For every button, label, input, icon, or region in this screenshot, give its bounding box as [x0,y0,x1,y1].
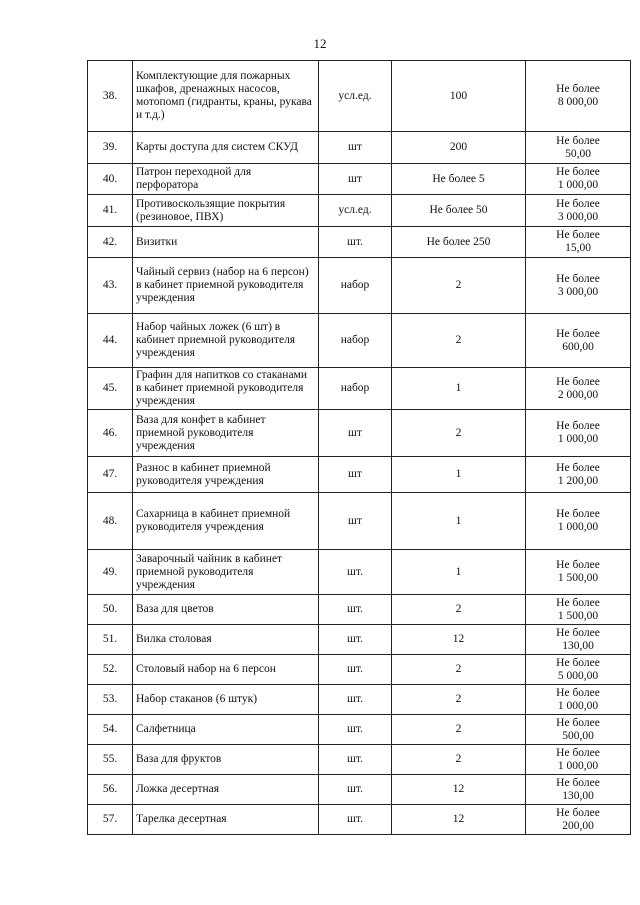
item-name: Графин для напитков со стаканами в кабинет приемной руководителя учреждения [133,368,319,410]
item-name: Тарелка десертная [133,805,319,835]
quantity: 2 [392,715,526,745]
item-name: Столовый набор на 6 персон [133,655,319,685]
unit: шт. [319,227,392,258]
unit: шт. [319,685,392,715]
price-value: 1 000,00 [557,759,599,772]
row-number: 38. [88,61,133,132]
price-cell [526,715,631,745]
unit: шт. [319,655,392,685]
price-label: Не более [556,420,600,432]
row-number: 41. [88,195,133,227]
price-cell [526,745,631,775]
unit: набор [319,258,392,314]
price-cell [526,258,631,314]
row-number: 43. [88,258,133,314]
table-row [88,164,631,195]
quantity: Не более 250 [392,227,526,258]
item-name: Патрон переходной для перфоратора [133,164,319,195]
row-number: 49. [88,550,133,595]
price-cell [526,457,631,493]
quantity: 12 [392,775,526,805]
row-number: 40. [88,164,133,195]
quantity: 100 [392,61,526,132]
table-row [88,258,631,314]
price-label: Не более [556,166,600,178]
item-name: Салфетница [133,715,319,745]
price-label: Не более [556,327,600,340]
unit: шт. [319,775,392,805]
unit: шт. [319,805,392,835]
price-cell [526,195,631,227]
item-name: Разнос в кабинет приемной руководителя учреждения [133,457,319,493]
table-row [88,745,631,775]
item-name: Вилка столовая [133,625,319,655]
price-value: 1 500,00 [557,572,599,584]
item-name: Противоскользящие покрытия (резиновое, ПВХ) [133,195,319,227]
item-name: Чайный сервиз (набор на 6 персон) в кабинет приемной руководителя учреждения [133,258,319,314]
price-label: Не более [556,229,600,241]
price-value: 1 000,00 [557,179,599,191]
price-label: Не более [556,596,600,609]
price-value: 1 000,00 [557,433,599,445]
quantity: 200 [392,132,526,164]
price-value: 1 200,00 [557,474,599,487]
unit: набор [319,314,392,368]
price-label: Не более [556,461,600,474]
price-label: Не более [556,83,600,95]
price-value: 200,00 [562,819,594,832]
price-label: Не более [556,197,600,210]
row-number: 42. [88,227,133,258]
row-number: 52. [88,655,133,685]
price-value: 130,00 [562,639,594,652]
unit: шт [319,457,392,493]
quantity: Не более 50 [392,195,526,227]
quantity: Не более 5 [392,164,526,195]
price-value: 130,00 [562,789,594,802]
quantity: 12 [392,805,526,835]
unit: усл.ед. [319,195,392,227]
price-label: Не более [556,508,600,520]
price-label: Не более [556,134,600,147]
quantity: 1 [392,368,526,410]
price-label: Не более [556,272,600,285]
quantity: 2 [392,655,526,685]
price-cell [526,805,631,835]
unit: усл.ед. [319,61,392,132]
price-value: 1 000,00 [557,521,599,533]
unit: шт. [319,625,392,655]
row-number: 45. [88,368,133,410]
price-value: 2 000,00 [557,388,599,401]
row-number: 54. [88,715,133,745]
price-cell [526,61,631,132]
row-number: 55. [88,745,133,775]
quantity: 2 [392,595,526,625]
price-cell [526,227,631,258]
quantity: 1 [392,550,526,595]
table-row [88,493,631,550]
price-value: 3 000,00 [557,285,599,298]
item-name: Ложка десертная [133,775,319,805]
price-cell [526,132,631,164]
price-value: 3 000,00 [557,210,599,223]
item-name: Ваза для цветов [133,595,319,625]
price-cell [526,595,631,625]
table-row [88,457,631,493]
price-label: Не более [556,626,600,639]
row-number: 51. [88,625,133,655]
price-cell [526,493,631,550]
quantity: 1 [392,457,526,493]
table-row [88,368,631,410]
table-row [88,314,631,368]
price-value: 8 000,00 [557,96,599,108]
price-value: 600,00 [562,340,594,353]
quantity: 2 [392,685,526,715]
table-row [88,715,631,745]
price-value: 1 500,00 [557,609,599,622]
table-row [88,550,631,595]
unit: шт [319,164,392,195]
table-row [88,595,631,625]
table-row [88,410,631,457]
price-label: Не более [556,776,600,789]
table-row [88,195,631,227]
unit: набор [319,368,392,410]
price-label: Не более [556,375,600,388]
quantity: 2 [392,410,526,457]
unit: шт [319,493,392,550]
price-label: Не более [556,686,600,699]
unit: шт [319,132,392,164]
row-number: 47. [88,457,133,493]
quantity: 2 [392,314,526,368]
row-number: 50. [88,595,133,625]
price-label: Не более [556,559,600,571]
quantity: 2 [392,258,526,314]
row-number: 53. [88,685,133,715]
unit: шт. [319,745,392,775]
row-number: 46. [88,410,133,457]
row-number: 39. [88,132,133,164]
price-cell [526,685,631,715]
item-name: Визитки [133,227,319,258]
table-row [88,227,631,258]
table-row [88,685,631,715]
price-label: Не более [556,806,600,819]
quantity: 2 [392,745,526,775]
price-label: Не более [556,656,600,669]
item-name: Ваза для фруктов [133,745,319,775]
table-row [88,655,631,685]
row-number: 56. [88,775,133,805]
price-cell [526,314,631,368]
price-cell [526,775,631,805]
table-row [88,775,631,805]
price-value: 5 000,00 [557,669,599,682]
price-value: 500,00 [562,729,594,742]
unit: шт [319,410,392,457]
price-label: Не более [556,716,600,729]
price-cell [526,164,631,195]
quantity: 1 [392,493,526,550]
quantity: 12 [392,625,526,655]
page-number: 12 [313,36,327,51]
unit: шт. [319,715,392,745]
specification-table [87,60,631,835]
row-number: 57. [88,805,133,835]
price-value: 1 000,00 [557,699,599,712]
item-name: Ваза для конфет в кабинет приемной руководителя учреждения [133,410,319,457]
item-name: Комплектующие для пожарных шкафов, дренажных насосов, мотопомп (гидранты, краны, рукава и т.д.) [133,61,319,132]
price-cell [526,550,631,595]
table-row [88,625,631,655]
price-cell [526,368,631,410]
unit: шт. [319,550,392,595]
price-cell [526,410,631,457]
item-name: Сахарница в кабинет приемной руководителя учреждения [133,493,319,550]
price-value: 15,00 [565,242,591,254]
table-row [88,805,631,835]
row-number: 44. [88,314,133,368]
item-name: Заварочный чайник в кабинет приемной руководителя учреждения [133,550,319,595]
row-number: 48. [88,493,133,550]
price-label: Не более [556,746,600,759]
table-row [88,132,631,164]
item-name: Карты доступа для систем СКУД [133,132,319,164]
unit: шт. [319,595,392,625]
price-value: 50,00 [565,147,591,160]
item-name: Набор стаканов (6 штук) [133,685,319,715]
item-name: Набор чайных ложек (6 шт) в кабинет приемной руководителя учреждения [133,314,319,368]
price-cell [526,655,631,685]
table-row [88,61,631,132]
price-cell [526,625,631,655]
